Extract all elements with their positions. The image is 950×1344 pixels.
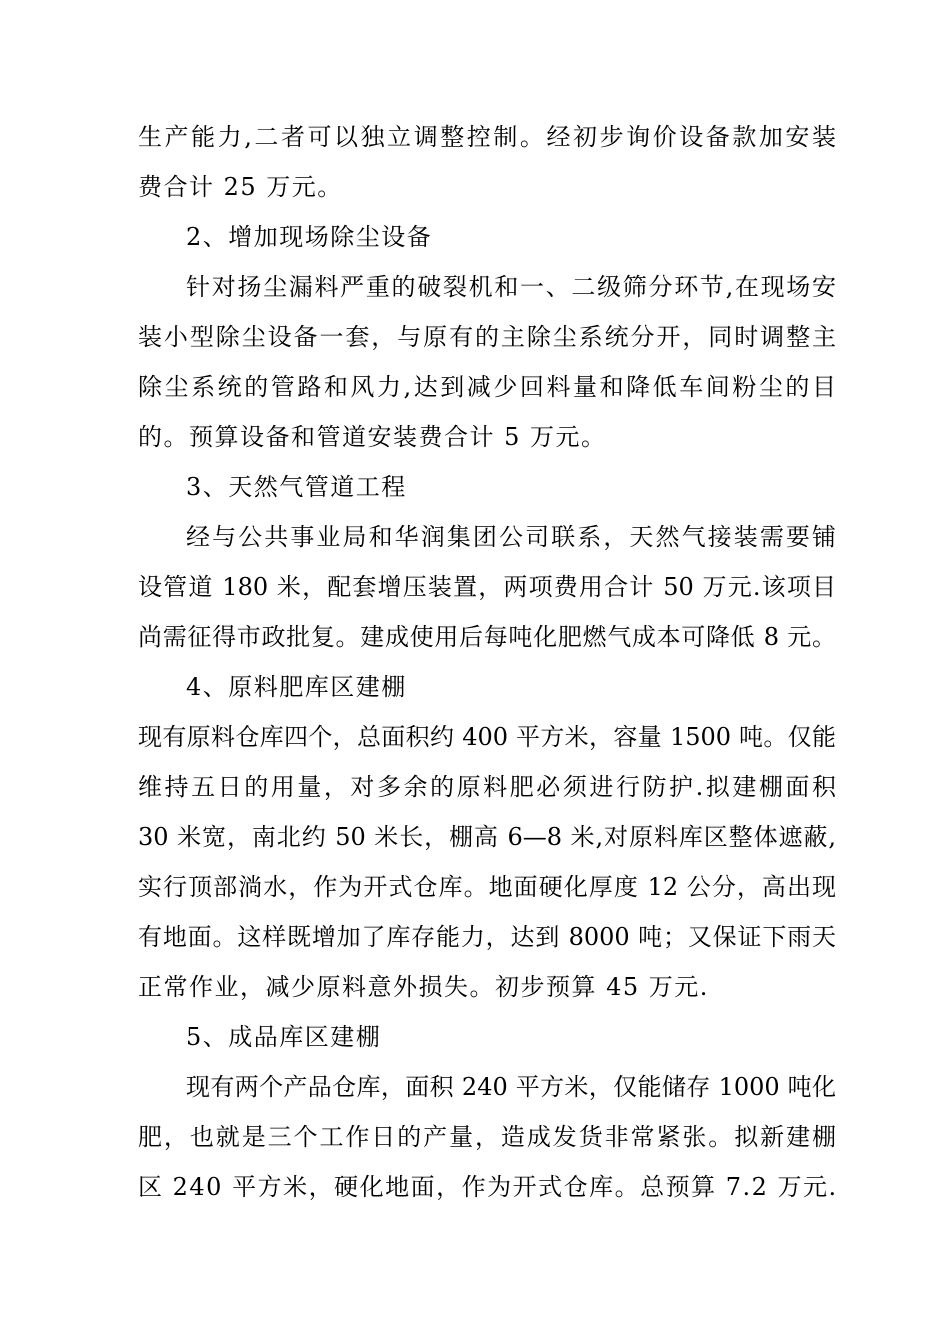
body-text-line: 现有两个产品仓库，面积 240 平方米，仅能储存 1000 吨化 [186, 1073, 836, 1101]
body-text-line: 针对扬尘漏料严重的破裂机和一、二级筛分环节,在现场安 [186, 273, 836, 301]
section-heading-5: 5、成品库区建棚 [186, 1023, 382, 1051]
body-text-line: 生产能力,二者可以独立调整控制。经初步询价设备款加安装 [138, 123, 836, 151]
body-text-line: 装小型除尘设备一套，与原有的主除尘系统分开，同时调整主 [138, 323, 836, 351]
body-text-line: 肥，也就是三个工作日的产量，造成发货非常紧张。拟新建棚 [138, 1123, 836, 1151]
body-text-line: 除尘系统的管路和风力,达到减少回料量和降低车间粉尘的目 [138, 373, 836, 401]
section-heading-4: 4、原料肥库区建棚 [186, 673, 407, 701]
body-text-line: 区 240 平方米，硬化地面，作为开式仓库。总预算 7.2 万元. [138, 1173, 838, 1201]
body-text-line: 的。预算设备和管道安装费合计 5 万元。 [138, 423, 607, 451]
body-text-line: 经与公共事业局和华润集团公司联系，天然气接装需要铺 [186, 523, 836, 551]
body-text-line: 设管道 180 米，配套增压装置，两项费用合计 50 万元.该项目 [138, 573, 836, 601]
body-text-line: 实行顶部淌水，作为开式仓库。地面硬化厚度 12 公分，高出现 [138, 873, 836, 901]
body-text-line: 正常作业，减少原料意外损失。初步预算 45 万元. [138, 973, 709, 1001]
body-text-line: 费合计 25 万元。 [138, 173, 343, 201]
body-text-line: 有地面。这样既增加了库存能力，达到 8000 吨；又保证下雨天 [138, 923, 836, 951]
section-heading-3: 3、天然气管道工程 [186, 473, 407, 501]
body-text-line: 维持五日的用量，对多余的原料肥必须进行防护.拟建棚面积 [138, 773, 836, 801]
body-text-line: 30 米宽，南北约 50 米长，棚高 6—8 米,对原料库区整体遮蔽, [138, 823, 836, 851]
body-text-line: 尚需征得市政批复。建成使用后每吨化肥燃气成本可降低 8 元。 [138, 623, 836, 651]
section-heading-2: 2、增加现场除尘设备 [186, 223, 433, 251]
body-text-line: 现有原料仓库四个，总面积约 400 平方米，容量 1500 吨。仅能 [138, 723, 836, 751]
